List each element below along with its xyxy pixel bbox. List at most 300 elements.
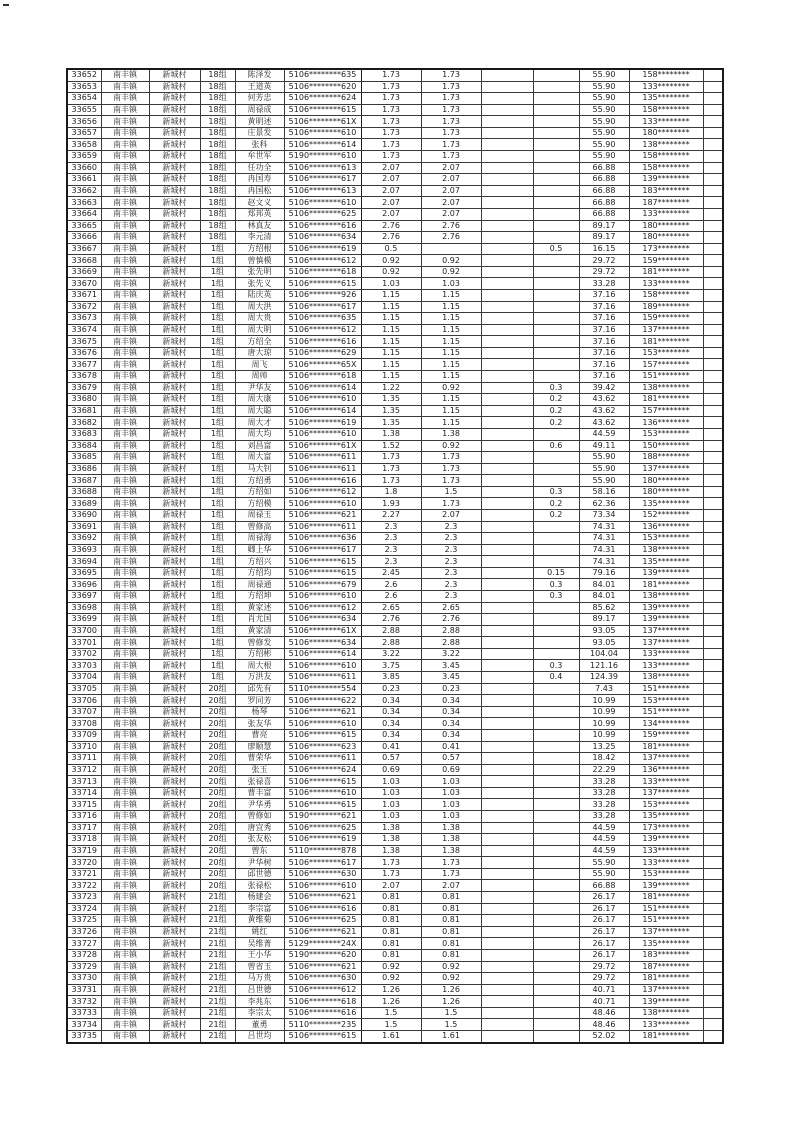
cell-group: 18组: [200, 104, 235, 116]
cell-village: 新城村: [149, 475, 200, 487]
cell-area-a: 2.3: [421, 567, 481, 579]
cell-town: 南丰镇: [101, 660, 149, 672]
cell-sequence-number: 33700: [67, 625, 101, 637]
table-row: [67, 220, 723, 232]
cell-person-name: 牟世军: [235, 151, 284, 163]
cell-blank: [481, 278, 533, 290]
cell-group: 18组: [200, 93, 235, 105]
cell-blank: [481, 880, 533, 892]
cell-area-total: 0.57: [361, 753, 421, 765]
cell-area-a: 2.3: [421, 591, 481, 603]
cell-phone-masked: 133********: [629, 1019, 703, 1031]
cell-town: 南丰镇: [101, 834, 149, 846]
cell-area-total: 2.45: [361, 567, 421, 579]
cell-area-a: 0.81: [421, 915, 481, 927]
table-row: [67, 185, 723, 197]
cell-blank-end: [703, 371, 723, 383]
cell-blank: [481, 266, 533, 278]
cell-sequence-number: 33686: [67, 463, 101, 475]
cell-blank-end: [703, 255, 723, 267]
cell-phone-masked: 153********: [629, 799, 703, 811]
cell-blank: [481, 475, 533, 487]
cell-blank-end: [703, 926, 723, 938]
cell-group: 20组: [200, 764, 235, 776]
cell-blank-end: [703, 614, 723, 626]
cell-sequence-number: 33720: [67, 857, 101, 869]
cell-phone-masked: 158********: [629, 104, 703, 116]
cell-amount: 39.42: [579, 382, 629, 394]
cell-town: 南丰镇: [101, 313, 149, 325]
cell-group: 20组: [200, 776, 235, 788]
cell-area-b: [533, 116, 579, 128]
cell-group: 1组: [200, 266, 235, 278]
cell-group: 21组: [200, 938, 235, 950]
cell-area-total: 1.15: [361, 359, 421, 371]
cell-phone-masked: 153********: [629, 533, 703, 545]
cell-area-b: [533, 753, 579, 765]
cell-phone-masked: 133********: [629, 278, 703, 290]
cell-phone-masked: 137********: [629, 625, 703, 637]
cell-area-b: 0.2: [533, 405, 579, 417]
cell-area-total: 2.65: [361, 602, 421, 614]
cell-phone-masked: 173********: [629, 822, 703, 834]
cell-phone-masked: 138********: [629, 1007, 703, 1019]
cell-village: 新城村: [149, 336, 200, 348]
cell-town: 南丰镇: [101, 336, 149, 348]
cell-amount: 10.99: [579, 706, 629, 718]
cell-area-b: [533, 463, 579, 475]
cell-blank-end: [703, 811, 723, 823]
cell-person-name: 周大均: [235, 428, 284, 440]
table-row: [67, 961, 723, 973]
cell-area-a: 1.15: [421, 359, 481, 371]
cell-area-a: 1.26: [421, 984, 481, 996]
table-row: [67, 556, 723, 568]
table-row: [67, 567, 723, 579]
cell-sequence-number: 33693: [67, 544, 101, 556]
cell-area-b: [533, 695, 579, 707]
cell-person-name: 董勇: [235, 1019, 284, 1031]
cell-person-name: 卿上华: [235, 544, 284, 556]
cell-person-name: 李宗太: [235, 1007, 284, 1019]
cell-amount: 74.31: [579, 533, 629, 545]
table-row: [67, 637, 723, 649]
cell-area-total: 2.27: [361, 509, 421, 521]
cell-amount: 33.28: [579, 811, 629, 823]
cell-person-name: 赵文义: [235, 197, 284, 209]
cell-area-a: 1.73: [421, 127, 481, 139]
cell-area-b: [533, 776, 579, 788]
table-row: [67, 336, 723, 348]
cell-phone-masked: 181********: [629, 741, 703, 753]
cell-village: 新城村: [149, 255, 200, 267]
cell-area-total: 1.03: [361, 799, 421, 811]
cell-sequence-number: 33725: [67, 915, 101, 927]
cell-id-number-masked: 5106********622: [284, 695, 361, 707]
cell-person-name: 曹荣华: [235, 753, 284, 765]
cell-sequence-number: 33679: [67, 382, 101, 394]
cell-village: 新城村: [149, 509, 200, 521]
cell-phone-masked: 139********: [629, 567, 703, 579]
cell-town: 南丰镇: [101, 996, 149, 1008]
cell-blank: [481, 452, 533, 464]
table-row: [67, 266, 723, 278]
cell-group: 18组: [200, 197, 235, 209]
cell-person-name: 方绍彬: [235, 648, 284, 660]
cell-id-number-masked: 5106********629: [284, 347, 361, 359]
cell-area-b: [533, 266, 579, 278]
cell-id-number-masked: 5106********617: [284, 301, 361, 313]
cell-id-number-masked: 5106********611: [284, 753, 361, 765]
cell-sequence-number: 33681: [67, 405, 101, 417]
table-row: [67, 81, 723, 93]
cell-town: 南丰镇: [101, 845, 149, 857]
cell-group: 21组: [200, 984, 235, 996]
cell-blank: [481, 533, 533, 545]
cell-sequence-number: 33716: [67, 811, 101, 823]
cell-person-name: 廖顺慧: [235, 741, 284, 753]
cell-amount: 33.28: [579, 787, 629, 799]
cell-blank-end: [703, 556, 723, 568]
cell-phone-masked: 157********: [629, 359, 703, 371]
cell-phone-masked: 139********: [629, 614, 703, 626]
cell-person-name: 张友华: [235, 718, 284, 730]
cell-town: 南丰镇: [101, 961, 149, 973]
cell-person-name: 吕世德: [235, 984, 284, 996]
cell-village: 新城村: [149, 289, 200, 301]
cell-area-a: 2.07: [421, 509, 481, 521]
cell-group: 20组: [200, 880, 235, 892]
cell-sequence-number: 33672: [67, 301, 101, 313]
cell-id-number-masked: 5106********630: [284, 868, 361, 880]
cell-area-total: 0.81: [361, 903, 421, 915]
cell-blank: [481, 521, 533, 533]
cell-id-number-masked: 5106********612: [284, 602, 361, 614]
cell-town: 南丰镇: [101, 880, 149, 892]
table-row: [67, 706, 723, 718]
cell-area-a: 1.03: [421, 799, 481, 811]
cell-person-name: 吕世均: [235, 1030, 284, 1042]
cell-area-a: 2.76: [421, 232, 481, 244]
cell-id-number-masked: 5106********616: [284, 1007, 361, 1019]
table-row: [67, 313, 723, 325]
cell-blank-end: [703, 104, 723, 116]
cell-blank-end: [703, 185, 723, 197]
cell-group: 1组: [200, 625, 235, 637]
cell-id-number-masked: 5106********619: [284, 417, 361, 429]
cell-id-number-masked: 5106********611: [284, 463, 361, 475]
cell-sequence-number: 33662: [67, 185, 101, 197]
cell-area-b: [533, 324, 579, 336]
cell-amount: 43.62: [579, 394, 629, 406]
cell-area-a: 1.73: [421, 463, 481, 475]
cell-town: 南丰镇: [101, 729, 149, 741]
cell-area-b: [533, 232, 579, 244]
cell-area-b: [533, 625, 579, 637]
cell-amount: 48.46: [579, 1019, 629, 1031]
table-row: [67, 625, 723, 637]
cell-person-name: 黄明述: [235, 116, 284, 128]
cell-sequence-number: 33724: [67, 903, 101, 915]
cell-village: 新城村: [149, 776, 200, 788]
cell-village: 新城村: [149, 127, 200, 139]
cell-area-total: 0.34: [361, 718, 421, 730]
cell-blank-end: [703, 174, 723, 186]
cell-area-total: 1.5: [361, 1007, 421, 1019]
cell-group: 1组: [200, 324, 235, 336]
cell-sequence-number: 33729: [67, 961, 101, 973]
cell-group: 18组: [200, 185, 235, 197]
table-row: [67, 289, 723, 301]
cell-town: 南丰镇: [101, 672, 149, 684]
cell-phone-masked: 139********: [629, 602, 703, 614]
cell-person-name: 尹华友: [235, 382, 284, 394]
cell-town: 南丰镇: [101, 741, 149, 753]
cell-area-a: 1.03: [421, 776, 481, 788]
cell-area-a: 1.15: [421, 289, 481, 301]
cell-area-a: 0.34: [421, 706, 481, 718]
cell-blank-end: [703, 706, 723, 718]
cell-blank-end: [703, 892, 723, 904]
cell-blank: [481, 336, 533, 348]
cell-person-name: 任功全: [235, 162, 284, 174]
cell-blank: [481, 220, 533, 232]
cell-id-number-masked: 5106********615: [284, 799, 361, 811]
cell-blank-end: [703, 764, 723, 776]
cell-blank-end: [703, 533, 723, 545]
cell-blank: [481, 695, 533, 707]
cell-phone-masked: 151********: [629, 371, 703, 383]
cell-sequence-number: 33656: [67, 116, 101, 128]
cell-id-number-masked: 5106********624: [284, 764, 361, 776]
cell-village: 新城村: [149, 973, 200, 985]
cell-sequence-number: 33698: [67, 602, 101, 614]
cell-group: 1组: [200, 417, 235, 429]
cell-group: 21组: [200, 903, 235, 915]
cell-phone-masked: 138********: [629, 139, 703, 151]
cell-sequence-number: 33687: [67, 475, 101, 487]
cell-sequence-number: 33709: [67, 729, 101, 741]
cell-amount: 49.11: [579, 440, 629, 452]
cell-group: 18组: [200, 174, 235, 186]
cell-amount: 48.46: [579, 1007, 629, 1019]
cell-area-b: [533, 81, 579, 93]
cell-id-number-masked: 5106********610: [284, 394, 361, 406]
cell-area-total: 1.73: [361, 151, 421, 163]
cell-id-number-masked: 5106********612: [284, 324, 361, 336]
cell-sequence-number: 33653: [67, 81, 101, 93]
cell-blank: [481, 116, 533, 128]
cell-blank: [481, 104, 533, 116]
cell-area-a: 0.34: [421, 695, 481, 707]
cell-village: 新城村: [149, 371, 200, 383]
cell-amount: 55.90: [579, 116, 629, 128]
cell-phone-masked: 181********: [629, 336, 703, 348]
cell-area-a: 2.3: [421, 521, 481, 533]
table-row: [67, 764, 723, 776]
cell-blank: [481, 185, 533, 197]
table-row: [67, 868, 723, 880]
cell-group: 20组: [200, 718, 235, 730]
cell-village: 新城村: [149, 1019, 200, 1031]
cell-area-total: 1.73: [361, 116, 421, 128]
cell-blank-end: [703, 602, 723, 614]
cell-blank-end: [703, 729, 723, 741]
cell-area-b: [533, 984, 579, 996]
cell-sequence-number: 33707: [67, 706, 101, 718]
cell-blank-end: [703, 683, 723, 695]
cell-town: 南丰镇: [101, 521, 149, 533]
cell-area-a: 2.07: [421, 174, 481, 186]
cell-group: 21组: [200, 949, 235, 961]
cell-area-total: 1.15: [361, 371, 421, 383]
cell-area-total: 1.15: [361, 324, 421, 336]
cell-person-name: 郑邦英: [235, 208, 284, 220]
cell-id-number-masked: 5106********617: [284, 857, 361, 869]
cell-phone-masked: 183********: [629, 949, 703, 961]
cell-blank-end: [703, 463, 723, 475]
cell-area-b: 0.2: [533, 394, 579, 406]
cell-area-b: [533, 533, 579, 545]
cell-village: 新城村: [149, 787, 200, 799]
cell-area-b: [533, 915, 579, 927]
cell-amount: 33.28: [579, 776, 629, 788]
cell-blank: [481, 591, 533, 603]
table-row: [67, 648, 723, 660]
cell-amount: 74.31: [579, 556, 629, 568]
cell-blank: [481, 417, 533, 429]
cell-person-name: 周大根: [235, 660, 284, 672]
cell-area-total: 0.81: [361, 938, 421, 950]
cell-area-total: 1.35: [361, 405, 421, 417]
cell-group: 1组: [200, 614, 235, 626]
cell-sequence-number: 33702: [67, 648, 101, 660]
table-row: [67, 984, 723, 996]
cell-village: 新城村: [149, 278, 200, 290]
cell-sequence-number: 33658: [67, 139, 101, 151]
table-row: [67, 69, 723, 81]
cell-blank-end: [703, 695, 723, 707]
cell-blank: [481, 405, 533, 417]
cell-blank: [481, 799, 533, 811]
cell-group: 21组: [200, 961, 235, 973]
cell-area-b: 0.3: [533, 579, 579, 591]
cell-group: 20组: [200, 822, 235, 834]
cell-id-number-masked: 5106********616: [284, 336, 361, 348]
cell-id-number-masked: 5106********613: [284, 185, 361, 197]
cell-blank-end: [703, 197, 723, 209]
cell-area-b: [533, 174, 579, 186]
table-row: [67, 174, 723, 186]
cell-blank: [481, 718, 533, 730]
cell-amount: 104.04: [579, 648, 629, 660]
cell-person-name: 姚红: [235, 926, 284, 938]
cell-blank-end: [703, 93, 723, 105]
cell-village: 新城村: [149, 440, 200, 452]
cell-phone-masked: 138********: [629, 672, 703, 684]
cell-amount: 44.59: [579, 428, 629, 440]
cell-village: 新城村: [149, 845, 200, 857]
cell-blank: [481, 127, 533, 139]
cell-village: 新城村: [149, 93, 200, 105]
cell-area-a: [421, 243, 481, 255]
cell-area-b: [533, 255, 579, 267]
cell-village: 新城村: [149, 1007, 200, 1019]
cell-person-name: 何芳忠: [235, 93, 284, 105]
cell-area-total: 1.03: [361, 787, 421, 799]
cell-sequence-number: 33694: [67, 556, 101, 568]
cell-amount: 43.62: [579, 417, 629, 429]
cell-blank-end: [703, 544, 723, 556]
cell-village: 新城村: [149, 185, 200, 197]
cell-blank-end: [703, 475, 723, 487]
cell-sequence-number: 33667: [67, 243, 101, 255]
cell-blank-end: [703, 648, 723, 660]
table-row: [67, 729, 723, 741]
cell-amount: 55.90: [579, 463, 629, 475]
table-row: [67, 1030, 723, 1042]
cell-town: 南丰镇: [101, 405, 149, 417]
cell-town: 南丰镇: [101, 973, 149, 985]
cell-area-b: 0.3: [533, 382, 579, 394]
table-row: [67, 405, 723, 417]
cell-town: 南丰镇: [101, 220, 149, 232]
cell-area-a: 1.5: [421, 1007, 481, 1019]
cell-group: 18组: [200, 220, 235, 232]
cell-blank-end: [703, 1007, 723, 1019]
cell-sequence-number: 33711: [67, 753, 101, 765]
cell-town: 南丰镇: [101, 556, 149, 568]
cell-id-number-masked: 5106********610: [284, 197, 361, 209]
cell-town: 南丰镇: [101, 799, 149, 811]
cell-sequence-number: 33704: [67, 672, 101, 684]
cell-area-b: [533, 683, 579, 695]
cell-id-number-masked: 5106********610: [284, 428, 361, 440]
cell-amount: 44.59: [579, 834, 629, 846]
cell-blank: [481, 834, 533, 846]
cell-group: 21组: [200, 915, 235, 927]
cell-village: 新城村: [149, 220, 200, 232]
cell-blank-end: [703, 973, 723, 985]
cell-amount: 55.90: [579, 151, 629, 163]
cell-village: 新城村: [149, 116, 200, 128]
cell-phone-masked: 153********: [629, 868, 703, 880]
cell-village: 新城村: [149, 637, 200, 649]
cell-blank: [481, 602, 533, 614]
cell-blank: [481, 69, 533, 81]
cell-blank: [481, 822, 533, 834]
cell-area-total: 3.75: [361, 660, 421, 672]
cell-person-name: 方绍模: [235, 498, 284, 510]
cell-area-b: [533, 996, 579, 1008]
cell-area-b: [533, 718, 579, 730]
cell-amount: 66.88: [579, 197, 629, 209]
cell-area-total: 0.81: [361, 949, 421, 961]
cell-amount: 124.39: [579, 672, 629, 684]
cell-area-a: 3.45: [421, 672, 481, 684]
cell-sequence-number: 33706: [67, 695, 101, 707]
cell-area-total: 2.3: [361, 544, 421, 556]
cell-id-number-masked: 5106********61X: [284, 440, 361, 452]
cell-phone-masked: 181********: [629, 973, 703, 985]
cell-area-a: 1.03: [421, 787, 481, 799]
cell-phone-masked: 158********: [629, 69, 703, 81]
cell-group: 18组: [200, 208, 235, 220]
cell-person-name: 周禄成: [235, 104, 284, 116]
cell-area-b: [533, 301, 579, 313]
cell-phone-masked: 133********: [629, 660, 703, 672]
cell-area-b: 0.6: [533, 440, 579, 452]
